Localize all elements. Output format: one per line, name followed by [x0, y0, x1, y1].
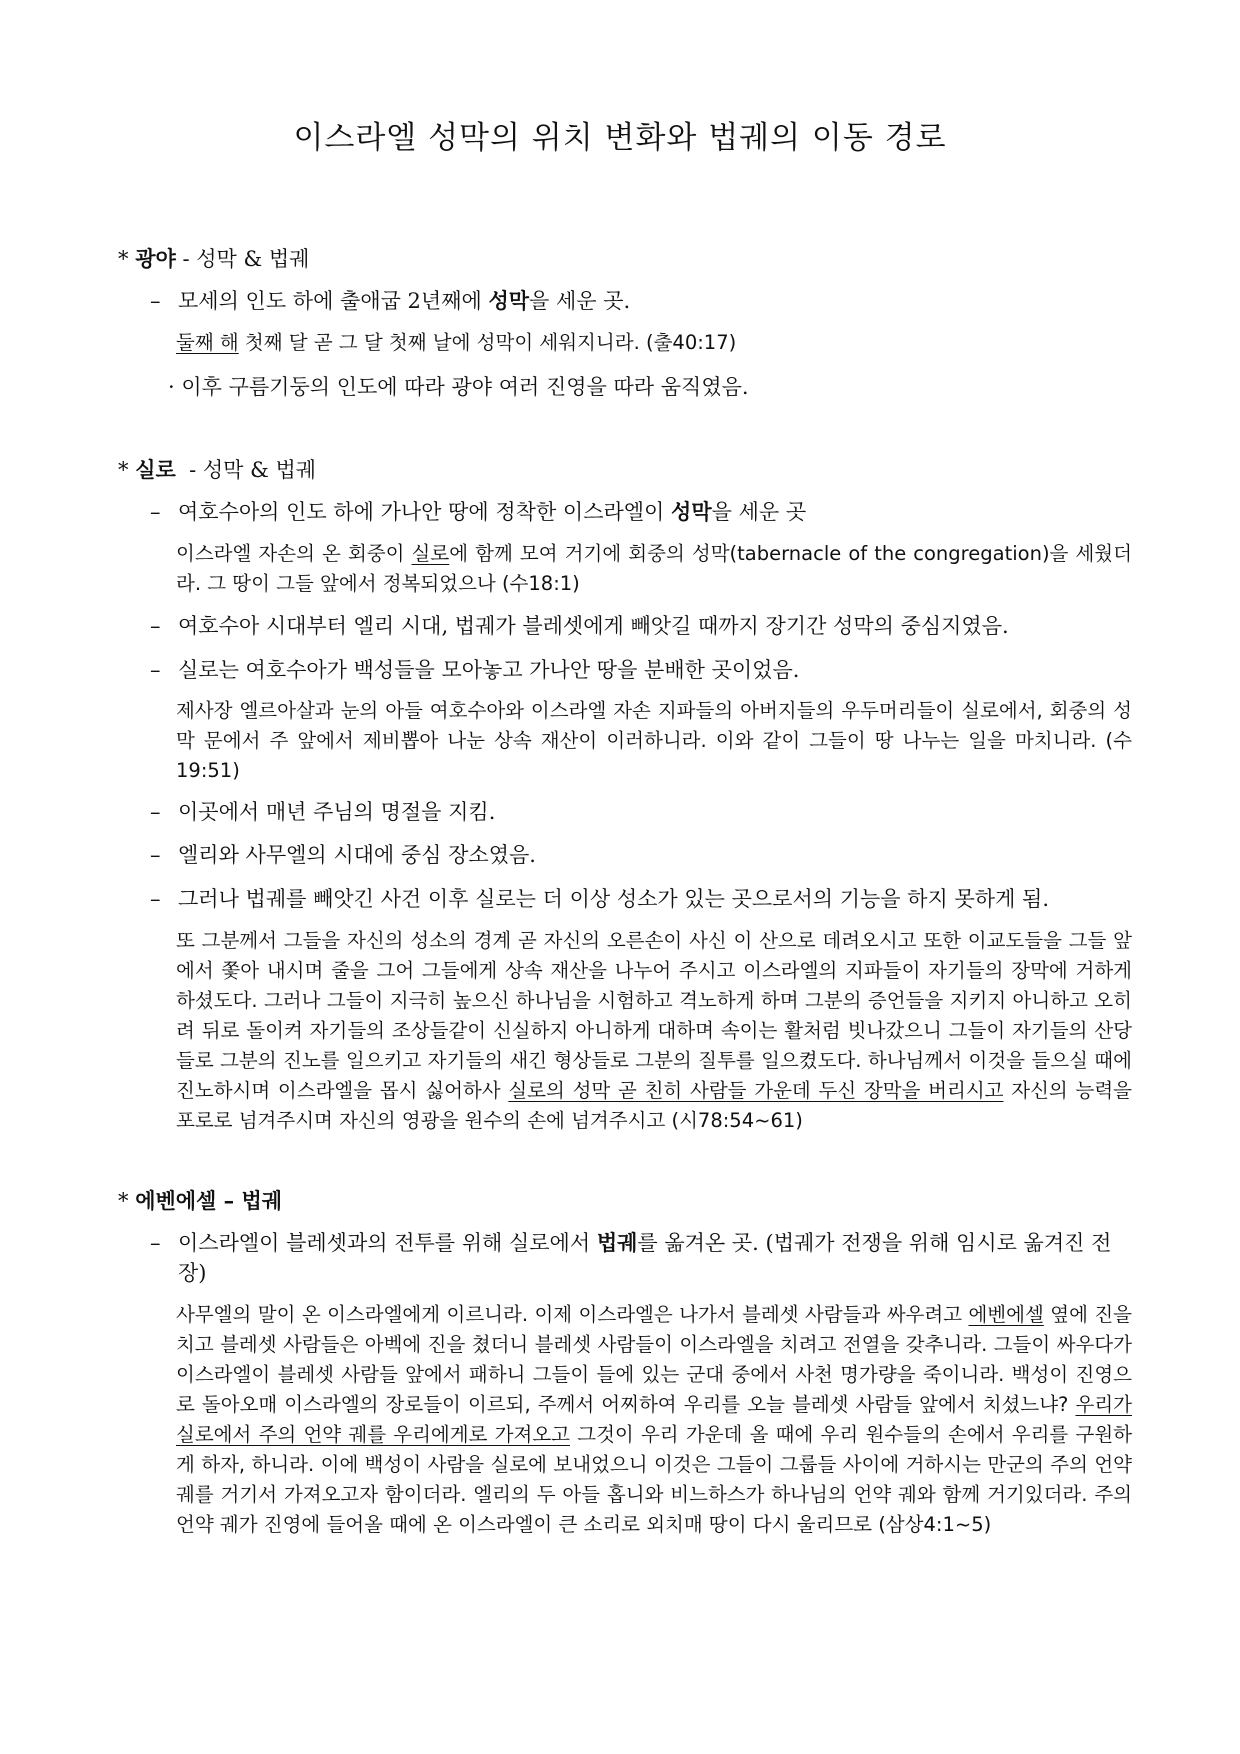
- bullet: *: [118, 458, 129, 482]
- list-item: – 여호수아의 인도 하에 가나안 땅에 정착한 이스라엘이 성막을 세운 곳: [150, 499, 807, 524]
- list-item: – 그러나 법궤를 빼앗긴 사건 이후 실로는 더 이상 성소가 있는 곳으로서의 기능을 하지 못하게 됨.: [150, 887, 1049, 911]
- scripture-quote: 제사장 엘르아살과 눈의 아들 여호수아와 이스라엘 자손 지파들의 아버지들의 우두머리들이 실로에서, 회중의 성막 문에서 주 앞에서 제비뽑아 나눈 상속 재산이 이러하니라. 이와 같이 그들이 땅 나누는 일을 마치니라. (수19:51): [176, 699, 1132, 782]
- section-subtitle: - 성막 & 법궤: [175, 458, 317, 482]
- section-name: 실로: [135, 457, 176, 482]
- list-item: – 모세의 인도 하에 출애굽 2년째에 성막을 세운 곳.: [150, 286, 1125, 316]
- list-item: – 여호수아 시대부터 엘리 시대, 법궤가 블레셋에게 빼앗길 때까지 장기간 성막의 중심지였음.: [150, 614, 1009, 638]
- list-item: – 엘리와 사무엘의 시대에 중심 장소였음.: [150, 843, 536, 867]
- dash: –: [150, 289, 161, 313]
- section-name: 에벤에셀: [135, 1188, 217, 1213]
- section-heading-wilderness: [118, 243, 309, 273]
- scripture-quote: 사무엘의 말이 온 이스라엘에게 이르니라. 이제 이스라엘은 나가서 블레셋 사람들과 싸우려고 에벤에셀 옆에 진을 치고 블레셋 사람들은 아벡에 진을 쳤더니 블레셋 사람들이 이스라엘을 치려고 전열을 갖추니라. 그들이 싸우다가 이스라엘이 블레셋 사람들 앞에서 패하니 그들이 들에 있는 군대 중에서 사천 명가량을 죽이니라. 백성이 진영으로 돌아오매 이스라엘의 장로들이 이르되, 주께서 어찌하여 우리를 오늘 블레셋 사람들 앞에서 치셨느냐? 우리가 실로에서 주의 언약 궤를 우리에게로 가져오고 그것이 우리 가운데 올 때에 우리 원수들의 손에서 우리를 구원하게 하자, 하니라. 이에 백성이 사람을 실로에 보내었으니 이것은 그들이 그룹들 사이에 거하시는 만군의 주의 언약 궤를 거기서 가져오고자 함이더라. 엘리의 두 아들 홉니와 비느하스가 하나님의 언약 궤와 함께 거기있더라. 주의 언약 궤가 진영에 들어올 때에 온 이스라엘이 큰 소리로 외치매 땅이 다시 울리므로 (삼상4:1~5): [176, 1303, 1132, 1536]
- section-name: 광야: [135, 246, 176, 271]
- section-subtitle: – 법궤: [216, 1188, 283, 1213]
- section-heading-shiloh: [118, 454, 316, 484]
- page-title: 이스라엘 성막의 위치 변화와 법궤의 이동 경로: [293, 120, 947, 156]
- section-heading-ebenezer: [118, 1185, 282, 1215]
- bullet: *: [118, 247, 129, 271]
- list-item: – 이곳에서 매년 주님의 명절을 지킴.: [150, 800, 496, 824]
- scripture-quote: 또 그분께서 그들을 자신의 성소의 경계 곧 자신의 오른손이 사신 이 산으로 데려오시고 또한 이교도들을 그들 앞에서 쫓아 내시며 줄을 그어 그들에게 상속 재산을 나누어 주시고 이스라엘의 지파들이 자기들의 장막에 거하게 하셨도다. 그러나 그들이 지극히 높으신 하나님을 시험하고 격노하게 하며 그분의 증언들을 지키지 아니하고 오히려 뒤로 돌이켜 자기들의 조상들같이 신실하지 아니하게 대하며 속이는 활처럼 빗나갔으니 그들이 자기들의 산당들로 그분의 진노를 일으키고 자기들의 새긴 형상들로 그분의 질투를 일으켰도다. 하나님께서 이것을 들으실 때에 진노하시며 이스라엘을 몹시 싫어하사 실로의 성막 곧 친히 사람들 가운데 두신 장막을 버리시고 자신의 능력을 포로로 넘겨주시며 자신의 영광을 원수의 손에 넘겨주시고 (시78:54~61): [176, 929, 1132, 1132]
- note-line: · 이후 구름기둥의 인도에 따라 광야 여러 진영을 따라 움직였음.: [168, 375, 749, 399]
- list-item: – 이스라엘이 블레셋과의 전투를 위해 실로에서 법궤를 옮겨온 곳. (법궤가 전쟁을 위해 임시로 옮겨진 전장): [150, 1230, 1112, 1285]
- scripture-quote: 이스라엘 자손의 온 회중이 실로에 함께 모여 거기에 회중의 성막(tabernacle of the congregation)을 세웠더라. 그 땅이 그들 앞에서 정복되었으나 (수18:1): [176, 542, 1132, 595]
- bullet: *: [118, 1189, 129, 1213]
- list-item: – 실로는 여호수아가 백성들을 모아놓고 가나안 땅을 분배한 곳이었음.: [150, 658, 800, 682]
- section-subtitle: - 성막 & 법궤: [175, 247, 310, 271]
- scripture-quote: 둘째 해 첫째 달 곧 그 달 첫째 날에 성막이 세워지니라. (출40:17): [176, 331, 737, 354]
